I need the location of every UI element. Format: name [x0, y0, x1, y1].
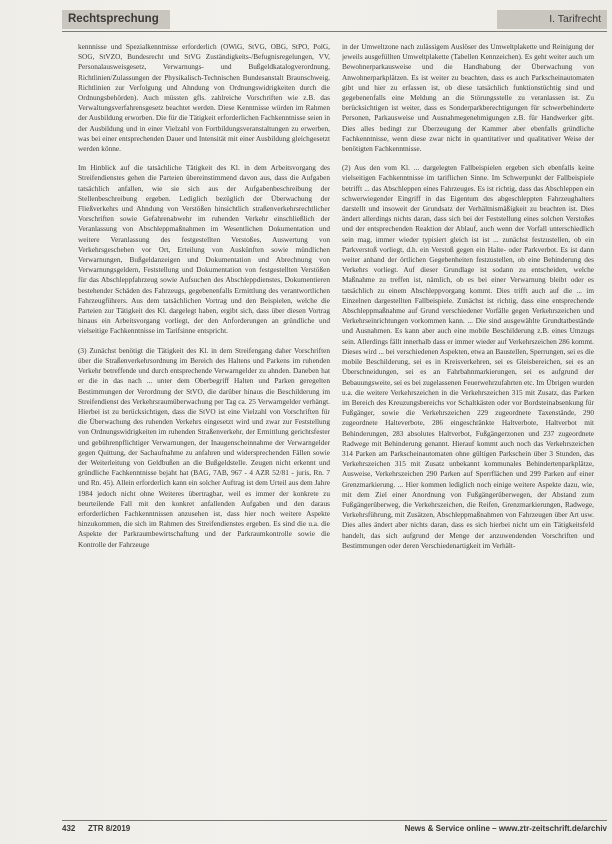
- right-column: [342, 42, 594, 822]
- paragraph: (3) Zunächst benötigt die Tätigkeit des Kl. in dem Streifengang daher Vorschriften über die Straßenverkehrsordnung im Bereich des Haltens und Parkens im ruhenden Verkehr betreffende und durch entsprechende Verwarngelder zu ahnden. Daneben hat er die in das nach ... unter dem Oberbegriff Halten und Parken geregelten Bestimmungen der Verordnung der StVO, die darüber hinaus die Beschilderung im Streifendienst des Verkehrsraumüberwachung per Tag ca. 25 Verwarngelder verhängt. Hierbei ist zu berücksichtigen, dass die StVO ist eine Vielzahl von Vorschriften für die Überwachung des ruhenden Verkehrs eingesetzt wird und zwar zur Feststellung von Ordnungswidrigkeiten im ruhenden Straßenverkehr, der Ermittlung gerichtsfester und gebührenpflichtiger Verwarnungen, der Inaugenscheinnahme der Verwarngelder gegen Quittung, der Sachaufnahme zu anfahren und widersprechenden Fällen sowie der Weiterleitung von Geldbußen an die Bußgeldstelle. Zeugen nicht erkennt und gründliche Fachkenntnisse bejaht hat (BAG, 7AB, 967 - 4 AZR 52/81 - juris, Rn. 7 und Rn. 45). Allein erforderlich kann ein solcher Auftrag ist dem Urteil aus dem Jahre 1984 jedoch nicht ohne Weiteres übertragbar, weil es immer der konkrete zu beurteilende Fall mit den konkret anfallenden Aufgaben und den daraus erforderlichen Fachkenntnissen anzusehen ist, dass hier noch weitere Aspekte hinzukommen, die sich im Rahmen des Streifendienstes ergeben. Es sind die u.a. die Aspekte der Parkraumbewirtschaftung und der Parkraumkontrolle sowie die Kontrolle der Fahrzeuge: [78, 345, 330, 549]
- page-number: 432: [62, 824, 76, 833]
- section-title: Rechtsprechung: [62, 10, 170, 29]
- website-link[interactable]: News & Service online – www.ztr-zeitschrift.de/archiv: [404, 824, 607, 833]
- section-area: I. Tarifrecht: [497, 10, 607, 29]
- journal-issue: ZTR 8/2019: [88, 824, 131, 833]
- paragraph: kennnisse und Spezialkenntnisse erforderlich (OWiG, StVG, OBG, StPO, PolG, SOG, StVZO, Bundesrecht und StVG Zuständigkeits-/Befugnisregelungen, VV, Personalausweisgesetz, Verwarnungs- und Bußgeldkatalogverordnung, Richtlinien/Zulassungen der Physikalisch-Technischen Bundesanstalt Braunschweig, Richtlinien zur Verfolgung und Ahndung von Ordnungswidrigkeiten durch die Ordnungsbehörden). Auch müssten gfls. zahlreiche Vorschriften wie z.B. das Verwaltungsverfahrensgesetz beachtet werden. Diese Kenntnisse würden im Rahmen der Ausbildung erworben. Die für die Tätigkeit erforderlichen Fachkenntnisse seien in der Ausbildung und in einer Vielzahl von Fortbildungsveranstaltungen zu erwerben, was bei einer entsprechenden Dauer und Intensität mit einer Ausbildung gleichgesetzt werden könne.: [78, 42, 330, 154]
- page-footer: [62, 824, 607, 838]
- footer-rule: [62, 820, 607, 821]
- page-header: [62, 10, 607, 29]
- paragraph: (2) Aus den vom Kl. ... dargelegten Fallbeispielen ergeben sich ebenfalls keine vielseitigen Fachkenntnisse im tariflichen Sinne. Im Schwerpunkt der Fallbeispiele betrifft ... das Abschleppen eines Fahrzeuges. Es ist richtig, dass das Abschleppen ein schwerwiegender Eingriff in das Eigentum des abgeschleppten Fahrzeughalters darstellt und insoweit der Grundsatz der Verhältnismäßigkeit zu beachten ist. Dies ändert allerdings nichts daran, dass sich bei der Feststellung eines solchen Verstoßes und der entsprechenden Reaktion der Ablauf, auch wenn der Vorfall unterschiedlich sein mag, immer wieder typisiert gleich ist ist ... zunächst festzustellen, ob ein Parkverstoß vorliegt, d.h. ein Verstoß gegen ein Halte- oder Parkverbot. Es ist dann weiter anhand der örtlichen Gegebenheiten festzustellen, ob eine Behinderung des Verkehrs vorliegt. Auf dieser Grundlage ist sodann zu entscheiden, welche Maßnahme zu treffen ist, nämlich, ob es bei einer Verwarnung bleibt oder es tatsächlich zu einem Abschleppvorgang kommt. Dies trifft auch auf die ... im Einzelnen dargestellten Fallbeispiele. Zunächst ist richtig, dass eine entsprechende Abschleppmaßnahme auf Grund verschiedener Vorfälle gegen Verkehrszeichen und Verkehrseinrichtungen vorkommen kann. ... Die sind ausgewählte Grundtatbestände und Ausnahmen. Es kann aber auch eine mobile Beschilderung z.B. eines Umzugs sein. Allerdings fällt innerhalb dass er immer wieder auf Verkehrszeichen 286 kommt. Dieses wird ... bei verschiedenen Aspekten, etwa an Baustellen, Sperrungen, sei es die mobile Beschilderung, sei es in Kreisverkehren, sei es Gleisbereichen, sei es an Überschneidungen, sei es an Fahrbahnmarkierungen, sei es aufgrund der Bebauungsweite, sei es bei zugelassenen Feuerwehrzufahrten etc. Im Übrigen wurden u.a. die weitere Verkehrszeichen in die Verkehrszeichen 315 mit Zusatz, das Parken im Bereich des Kreuzungsbereichs vor Schaltkästen oder vor Bordsteinabsenkung für Fußgänger, sowie die Verkehrszeichen 229 zugeordnete Taxenstände, 290 zugeordnete Halteverbote, 286 eingeschränkte Haltverbote, Haltverbot mit Behinderungen, 283 absolutes Haltverbot, Fußgängerzonen und 237 zugeordnete Radwege mit Behinderung genannt. Hierauf kommt auch noch das Verkehrszeichen 314 Parken am Parkscheinautomaten ohne gültigen Parkschein über 3 Stunden, das Verkehrszeichen 315 mit Zusatz unbekannt kommunales Behindertenparkplätze, Ausweise, Verkehrszeichen 290 Parken auf Sperrflächen und 299 Parken auf einer Grenzmarkierung. ... Hier kommen lediglich noch einige weitere Aspekte dazu, wie, mit dem Ziel einer Anordnung von Fußgängerüberwegen, der Abstand zum Fußgängerüberweg, die Verkehrszeichen, die Reifen, Grenzmarkierungen, Radwege, Verkehrsführung, mit Zusätzen, Abschleppmaßnahmen von Fahrzeugen über Art usw. Dies alles ändert aber nichts daran, dass es sich hierbei nicht um ein Tätigkeitsfeld handelt, das sich aufgrund der Menge der anzuwendenden Vorschriften und Bestimmungen oder deren Verschiedenartigkeit im Verhält-: [342, 163, 594, 550]
- paragraph: in der Umweltzone nach zulässigem Auslöser des Umweltplakette und Reinigung der jeweils ausgefüllten Umweltplakette (Tabellen Kennzeichen). Es geht weiter auch um Bewohnerparkausweise und die Handhabung der Überwachung von Anwohnerparkplätzen. Es ist weiter zu beachten, dass es auch Parkscheinautomaten gibt und hier zu erfassen ist, ob diese tatsächlich funktionstüchtig sind und gegebenenfalls eine Meldung an die Störungsstelle zu veranlassen ist. Zu berücksichtigen ist weiter, dass es Sonderparkberechtigungen für schwerbehinderte Personen, Parkausweise und Ausnahmegenehmigungen z.B. für Handwerker gibt. Dies alles bedingt zur Überzeugung der Kammer aber ebenfalls gründliche Fachkenntnisse, wenn diese zwar nicht in quantitativer und qualitativer Weise der benötigten Fachkenntnisse.: [342, 42, 594, 154]
- left-column: [78, 42, 330, 822]
- header-rule: [62, 31, 607, 32]
- paragraph: Im Hinblick auf die tatsächliche Tätigkeit des Kl. in dem Arbeitsvorgang des Streifendienstes gehen die Parteien übereinstimmend davon aus, dass die Aufgaben tatsächlich anfallen, wie sie sich aus der Aufgabenbeschreibung der Stellenbeschreibung ergeben. Lediglich bezüglich der Überwachung der Fließverkehrs und Ahndung von Verstößen hinsichtlich straßenverkehrsrechtlicher Vorschriften sowie Gefahrenabwehr im ruhenden Verkehr einschließlich der Veranlassung von Abschleppmaßnahmen im Wesentlichen Dokumentation und weitere Veranlassung des festgestellten Verstoßes, Auswertung von Verkehrsgeschehen vor Ort, Erteilung von Auskünften sowie mündlichen Verwarnungen, Bußgeldanzeigen und Dokumentation und Abrechnung von Verwarnungsgeldern, Feststellung und Dokumentation von festgestellten Verstößen für das Abschleppfahrzeug sowie Aufsuchen des Abschleppdienstes, Dokumentieren bestehender Schäden des Fahrzeugs, gegebenenfalls Ermittlung des verantwortlichen Fahrzeugführers. Aus dem tatsächlichen Vortrag und den Beispielen, welche die Parteien zur Tätigkeit des Kl. dargelegt haben, ergibt sich, dass über diesen Vortrag hinaus ein Arbeitsvorgang vorliegt, der den Anforderungen an gründliche und vielseitige Fachkenntnisse im Tarifsinne entspricht.: [78, 163, 330, 336]
